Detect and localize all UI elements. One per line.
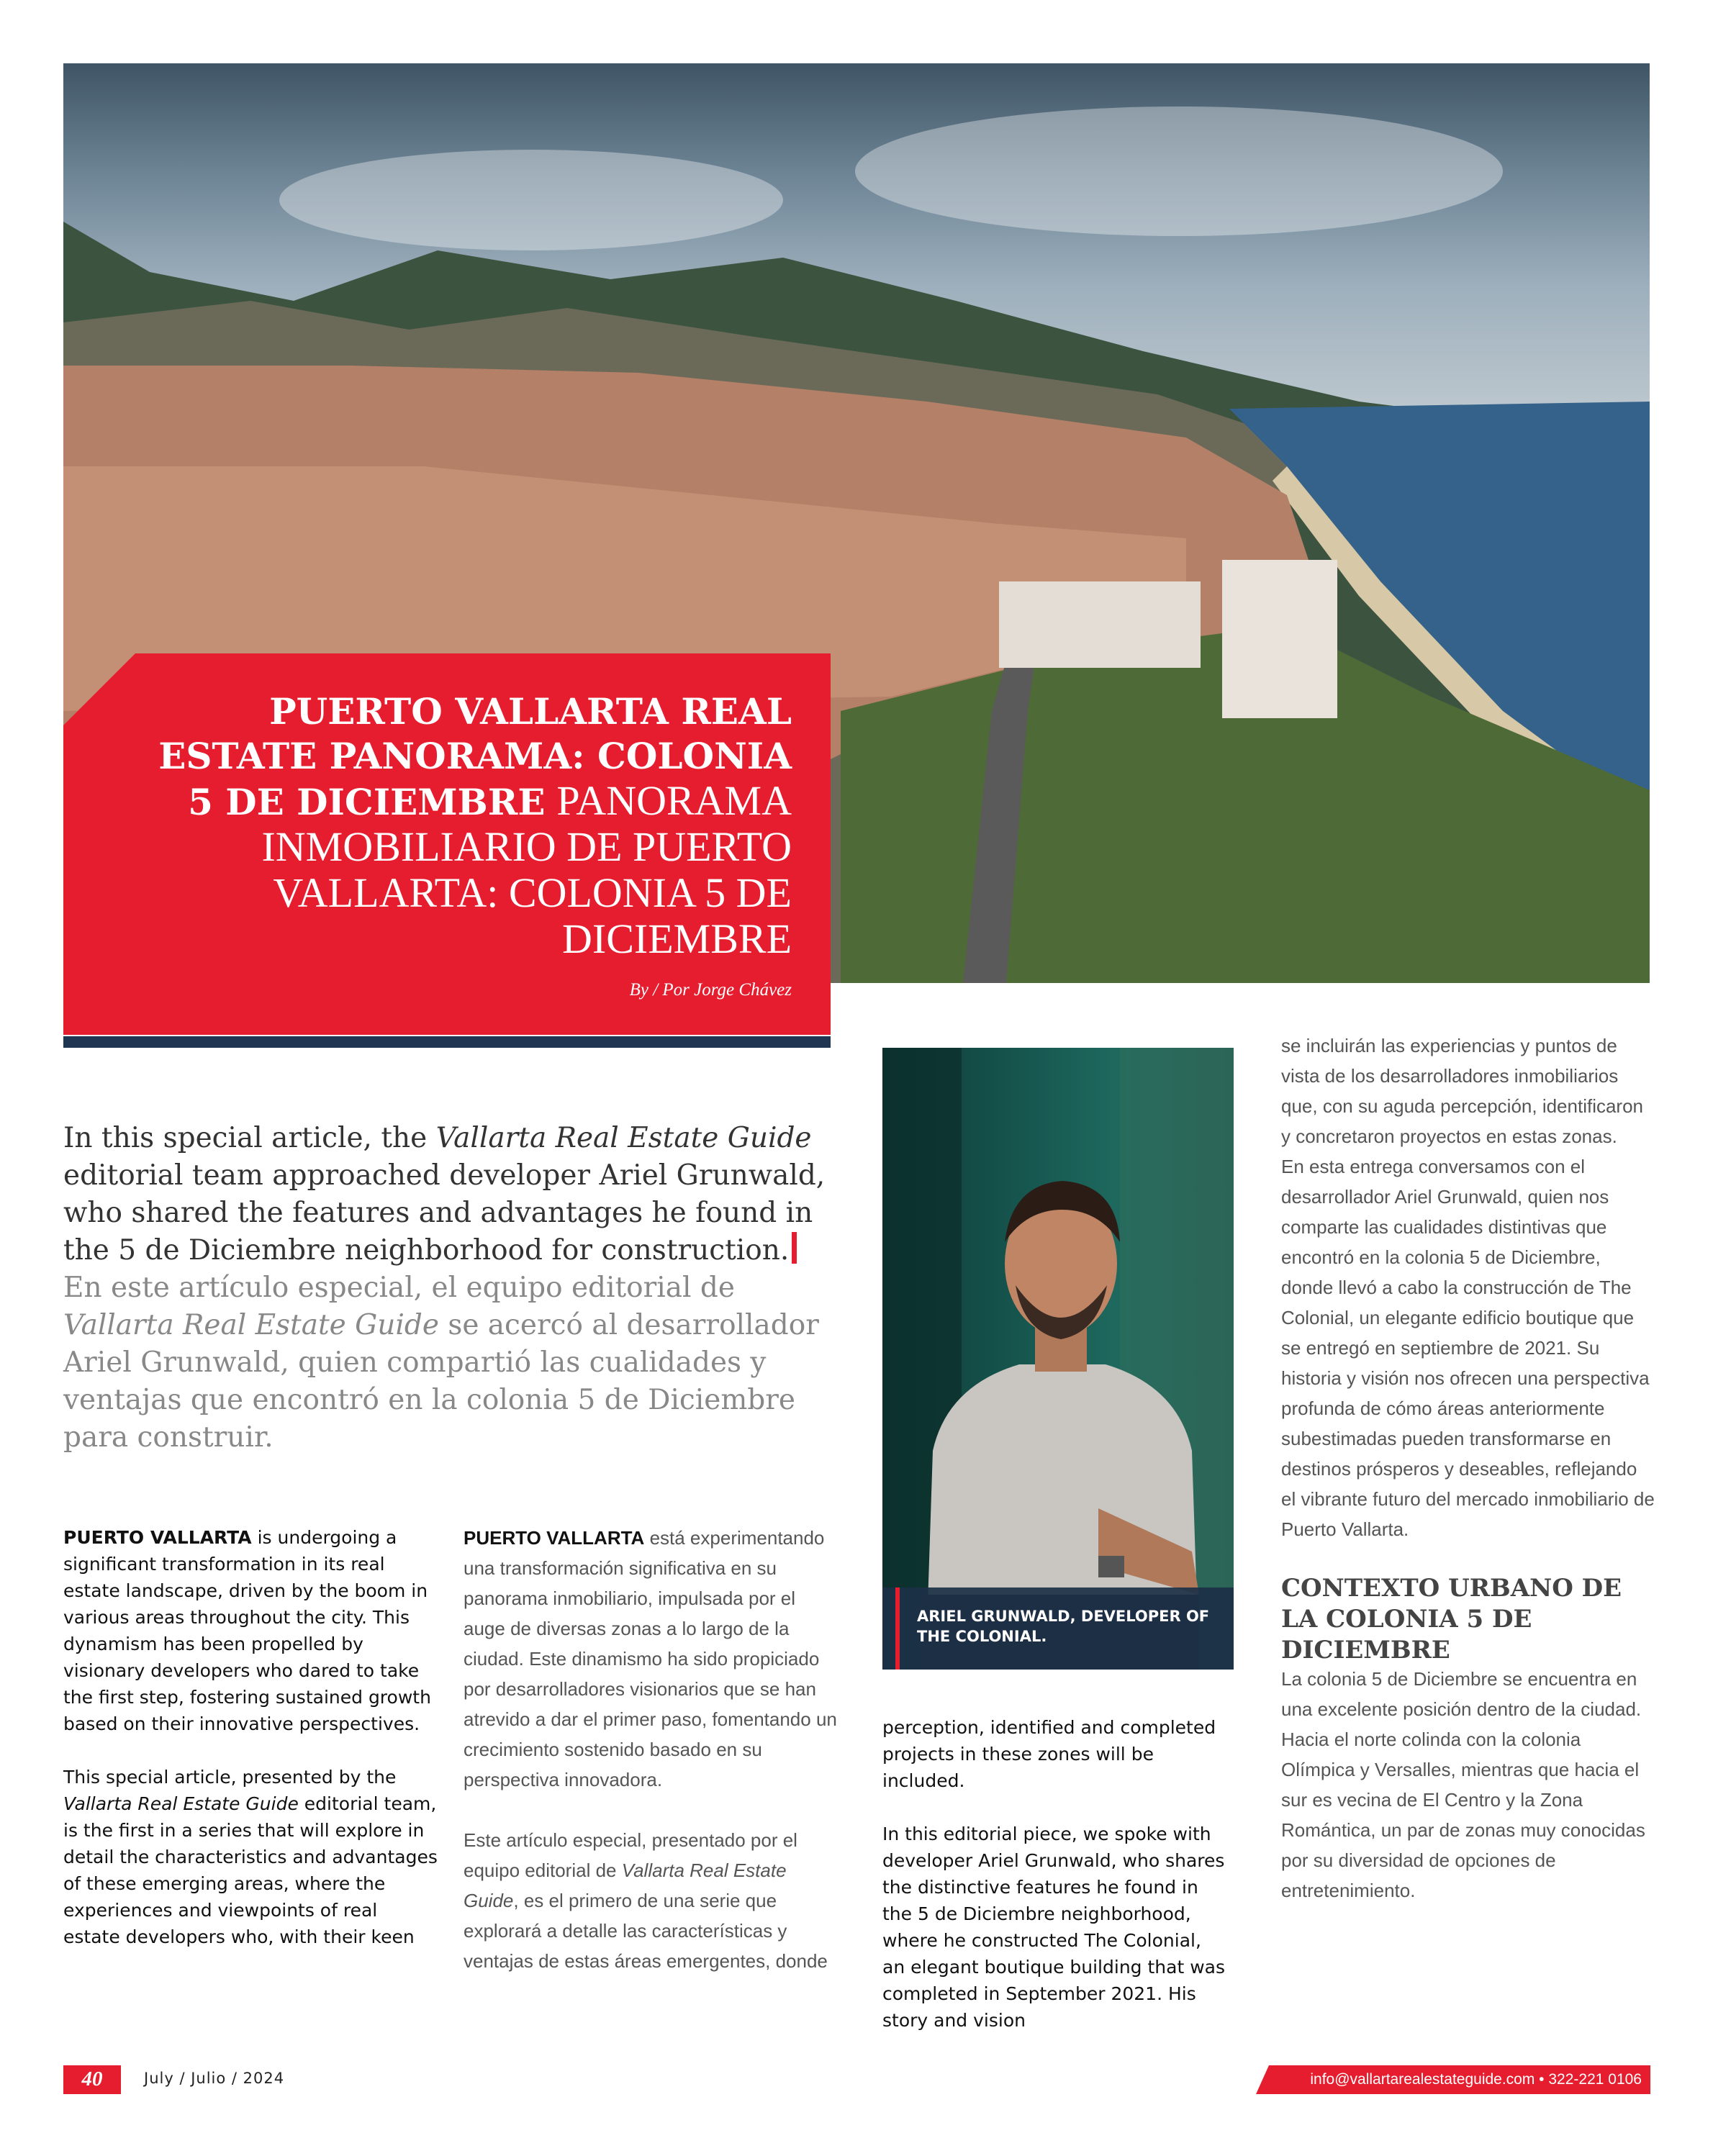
issue-date: July / Julio / 2024 — [144, 2070, 285, 2087]
section-heading: CONTEXTO URBANO DE LA COLONIA 5 DE DICIEMBRE — [1281, 1574, 1622, 1664]
developer-portrait — [882, 1048, 1234, 1670]
intro-en-publication: Vallarta Real Estate Guide — [435, 1122, 812, 1154]
intro-es-publication: Vallarta Real Estate Guide — [63, 1309, 439, 1341]
intro-es-prefix: En este artículo especial, el equipo editorial de — [63, 1272, 735, 1304]
col4-paragraph-2: En esta entrega conversamos con el desarrollador Ariel Grunwald, quien nos comparte las cualidades distintivas que encontró en la colonia 5 de Diciembre, donde llevó a cabo la construcción de The Colonial, un elegante edificio boutique que se entregó en septiembre de 2021. Su historia y visión nos ofrecen una perspectiva profunda de cómo áreas anteriormente subestimadas pueden transformarse en destinos prósperos y deseables, reflejando el vibrante futuro del mercado inmobiliario de Puerto Vallarta. — [1281, 1156, 1655, 1540]
col2-p2-publication: Vallarta Real Estate Guide — [464, 1860, 787, 1911]
col2-p2-suffix: , es el primero de una serie que explorará a detalle las características y ventajas de estas áreas emergentes, donde — [464, 1890, 828, 1972]
col1-paragraph-2 — [63, 1764, 438, 1950]
col2-p2-prefix: Este artículo especial, presentado por el equipo editorial de — [464, 1829, 797, 1881]
col4-paragraph-1: se incluirán las experiencias y puntos de vista de los desarrolladores inmobiliarios que, con su aguda percepción, identificaron y concretaron proyectos en estas zonas. — [1281, 1035, 1644, 1147]
col2-paragraph-2 — [464, 1825, 838, 1976]
portrait-figure — [882, 1048, 1234, 1670]
photo-caption: ARIEL GRUNWALD, DEVELOPER OF THE COLONIAL. — [917, 1608, 1210, 1645]
title-panel-bar — [63, 1036, 831, 1048]
page-number: 40 — [81, 2067, 103, 2091]
column-2-spanish — [464, 1523, 838, 1976]
intro-en-suffix: editorial team approached developer Ariel Grunwald, who shared the features and advantages he found in the 5 de Diciembre neighborhood for construction. — [63, 1159, 826, 1267]
article-title — [144, 689, 792, 963]
col1-p2-prefix: This special article, presented by the — [63, 1767, 397, 1788]
intro-es-suffix: se acercó al desarrollador Ariel Grunwald, quien compartió las cualidades y ventajas que encontró en la colonia 5 de Diciembre para construir. — [63, 1309, 819, 1454]
byline: By / Por Jorge Chávez — [629, 980, 792, 1000]
intro-paragraph — [63, 1120, 841, 1457]
col1-lead: PUERTO VALLARTA — [63, 1527, 252, 1548]
col2-text: está experimentando una transformación significativa en su panorama inmobiliario, impulsada por el auge de diversas zonas a lo largo de la ciudad. Este dinamismo ha sido propiciado por desarrolladores visionarios que se han atrevido a dar el primer paso, fomentando un crecimiento sostenido basado en su perspectiva innovadora. — [464, 1527, 837, 1790]
col1-p2-publication: Vallarta Real Estate Guide — [63, 1793, 299, 1814]
column-4-spanish — [1281, 1031, 1655, 1544]
col3-paragraph-2: In this editorial piece, we spoke with developer Ariel Grunwald, who shares the distinctive features he found in the 5 de Diciembre neighborhood, where he constructed The Colonial, an elegant boutique building that was completed in September 2021. His story and vision — [882, 1824, 1225, 2031]
intro-en-prefix: In this special article, the — [63, 1122, 436, 1154]
col1-text: is undergoing a significant transformation in its real estate landscape, driven by the boom in various areas throughout the city. This dynamism has been propelled by visionary developers who dared to take the first step, fostering sustained growth based on their innovative perspectives. — [63, 1527, 431, 1734]
contact-info[interactable]: info@vallartarealestateguide.com • 322-221 0106 — [1310, 2071, 1642, 2088]
col4-paragraph-3: La colonia 5 de Diciembre se encuentra en una excelente posición dentro de la ciudad. Hacia el norte colinda con la colonia Olímpica y Versalles, mientras que hacia el sur es vecina de El Centro y la Zona Romántica, un par de zonas muy conocidas por su diversidad de opciones de entretenimiento. — [1281, 1668, 1645, 1901]
col1-p2-suffix: editorial team, is the first in a series that will explore in detail the characteristics and advantages of these emerging areas, where the experiences and viewpoints of real estate developers who, with their keen — [63, 1793, 438, 1947]
intro-divider-mark — [792, 1232, 797, 1264]
column-4-section — [1281, 1664, 1655, 1906]
column-3-english — [882, 1714, 1228, 2034]
title-english: PUERTO VALLARTA REAL ESTATE PANORAMA: COLONIA 5 DE DICIEMBRE — [158, 690, 792, 823]
column-1-english — [63, 1524, 438, 1950]
col2-lead: PUERTO VALLARTA — [464, 1527, 645, 1549]
photo-caption-mark — [895, 1587, 900, 1670]
col1-paragraph-1 — [63, 1524, 438, 1737]
col3-paragraph-1: perception, identified and completed projects in these zones will be included. — [882, 1717, 1216, 1791]
title-spanish: PANORAMA INMOBILIARIO DE PUERTO VALLARTA: COLONIA 5 DE DICIEMBRE — [261, 777, 792, 962]
col2-paragraph-1 — [464, 1523, 838, 1795]
